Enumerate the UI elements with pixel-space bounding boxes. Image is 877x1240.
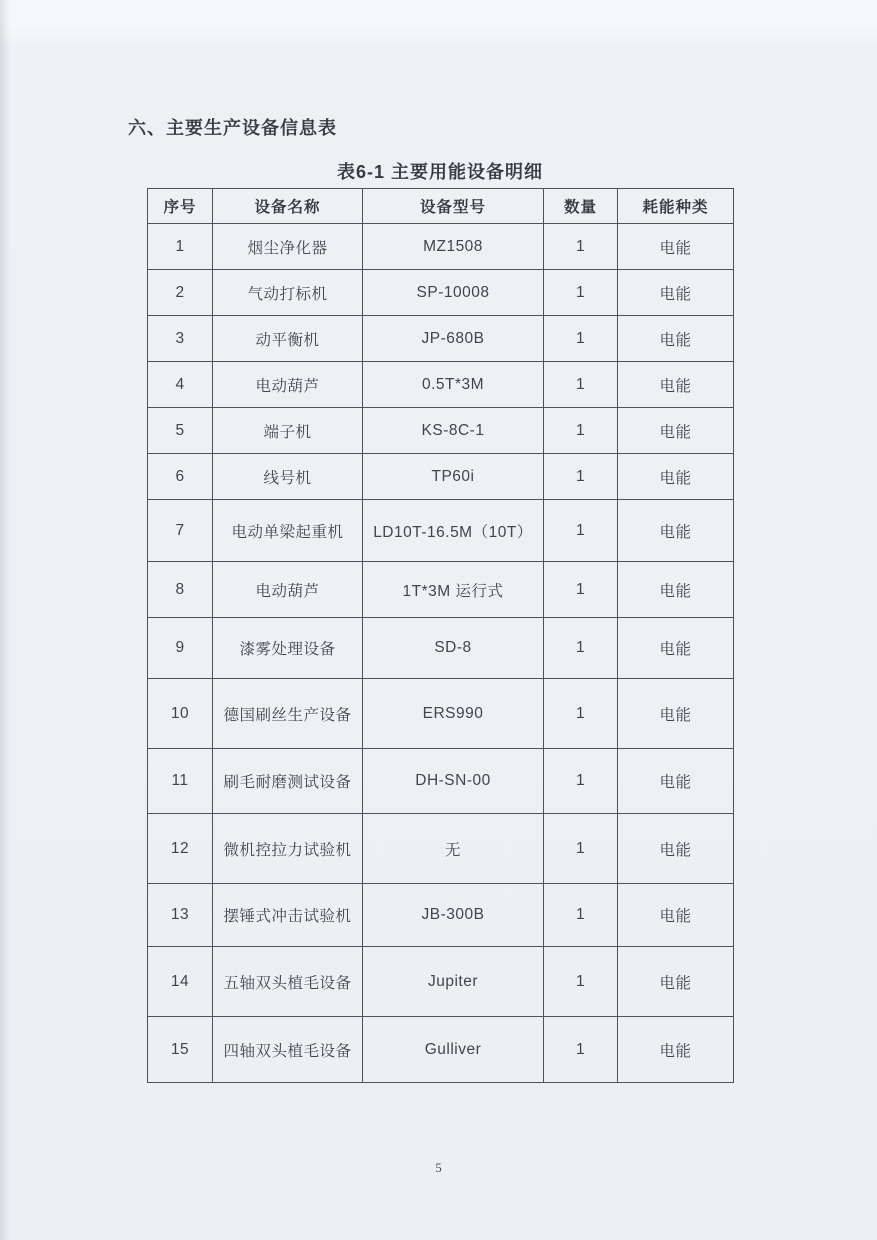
cell-device-model: KS-8C-1 bbox=[363, 408, 544, 454]
cell-device-name: 五轴双头植毛设备 bbox=[213, 947, 363, 1017]
cell-device-name: 动平衡机 bbox=[213, 316, 363, 362]
cell-quantity: 1 bbox=[544, 562, 618, 618]
cell-device-name: 四轴双头植毛设备 bbox=[213, 1017, 363, 1083]
header-device-name: 设备名称 bbox=[213, 189, 363, 224]
cell-energy-type: 电能 bbox=[618, 618, 734, 679]
cell-energy-type: 电能 bbox=[618, 408, 734, 454]
cell-device-name: 气动打标机 bbox=[213, 270, 363, 316]
cell-quantity: 1 bbox=[544, 679, 618, 749]
cell-serial: 2 bbox=[148, 270, 213, 316]
header-serial: 序号 bbox=[148, 189, 213, 224]
table-row bbox=[148, 500, 734, 562]
cell-serial: 3 bbox=[148, 316, 213, 362]
cell-device-model: ERS990 bbox=[363, 679, 544, 749]
cell-serial: 10 bbox=[148, 679, 213, 749]
table-header-row bbox=[148, 189, 734, 224]
equipment-table bbox=[147, 188, 734, 1083]
cell-device-name: 德国刷丝生产设备 bbox=[213, 679, 363, 749]
table-row bbox=[148, 679, 734, 749]
table-row bbox=[148, 454, 734, 500]
section-heading: 六、主要生产设备信息表 bbox=[128, 118, 337, 138]
cell-device-model: 无 bbox=[363, 814, 544, 884]
table-row bbox=[148, 947, 734, 1017]
cell-serial: 14 bbox=[148, 947, 213, 1017]
cell-device-model: JP-680B bbox=[363, 316, 544, 362]
cell-energy-type: 电能 bbox=[618, 362, 734, 408]
cell-serial: 15 bbox=[148, 1017, 213, 1083]
cell-device-model: TP60i bbox=[363, 454, 544, 500]
cell-serial: 11 bbox=[148, 749, 213, 814]
cell-serial: 7 bbox=[148, 500, 213, 562]
cell-serial: 12 bbox=[148, 814, 213, 884]
cell-device-name: 端子机 bbox=[213, 408, 363, 454]
cell-serial: 5 bbox=[148, 408, 213, 454]
cell-quantity: 1 bbox=[544, 500, 618, 562]
cell-quantity: 1 bbox=[544, 362, 618, 408]
table-row bbox=[148, 618, 734, 679]
cell-energy-type: 电能 bbox=[618, 1017, 734, 1083]
cell-device-name: 电动葫芦 bbox=[213, 362, 363, 408]
page-number: 5 bbox=[435, 1160, 442, 1175]
cell-quantity: 1 bbox=[544, 884, 618, 947]
table-row bbox=[148, 408, 734, 454]
header-quantity: 数量 bbox=[544, 189, 618, 224]
cell-device-model: 0.5T*3M bbox=[363, 362, 544, 408]
cell-device-model: Gulliver bbox=[363, 1017, 544, 1083]
cell-energy-type: 电能 bbox=[618, 679, 734, 749]
cell-device-model: SP-10008 bbox=[363, 270, 544, 316]
cell-energy-type: 电能 bbox=[618, 814, 734, 884]
cell-device-name: 摆锤式冲击试验机 bbox=[213, 884, 363, 947]
table-row bbox=[148, 884, 734, 947]
cell-device-model: LD10T-16.5M（10T） bbox=[363, 500, 544, 562]
cell-energy-type: 电能 bbox=[618, 947, 734, 1017]
cell-device-model: Jupiter bbox=[363, 947, 544, 1017]
cell-energy-type: 电能 bbox=[618, 749, 734, 814]
cell-quantity: 1 bbox=[544, 618, 618, 679]
cell-quantity: 1 bbox=[544, 454, 618, 500]
cell-serial: 6 bbox=[148, 454, 213, 500]
cell-device-name: 刷毛耐磨测试设备 bbox=[213, 749, 363, 814]
cell-quantity: 1 bbox=[544, 270, 618, 316]
cell-quantity: 1 bbox=[544, 408, 618, 454]
cell-quantity: 1 bbox=[544, 224, 618, 270]
header-energy-type: 耗能种类 bbox=[618, 189, 734, 224]
table-row bbox=[148, 362, 734, 408]
table-row bbox=[148, 270, 734, 316]
cell-energy-type: 电能 bbox=[618, 500, 734, 562]
cell-quantity: 1 bbox=[544, 814, 618, 884]
header-device-model: 设备型号 bbox=[363, 189, 544, 224]
cell-device-name: 微机控拉力试验机 bbox=[213, 814, 363, 884]
cell-serial: 13 bbox=[148, 884, 213, 947]
cell-device-name: 烟尘净化器 bbox=[213, 224, 363, 270]
cell-energy-type: 电能 bbox=[618, 316, 734, 362]
cell-quantity: 1 bbox=[544, 1017, 618, 1083]
cell-device-name: 漆雾处理设备 bbox=[213, 618, 363, 679]
cell-quantity: 1 bbox=[544, 316, 618, 362]
cell-quantity: 1 bbox=[544, 947, 618, 1017]
table-row bbox=[148, 1017, 734, 1083]
cell-device-name: 电动单梁起重机 bbox=[213, 500, 363, 562]
cell-device-model: JB-300B bbox=[363, 884, 544, 947]
table-row bbox=[148, 749, 734, 814]
table-title: 表6-1 主要用能设备明细 bbox=[336, 162, 544, 182]
cell-device-name: 线号机 bbox=[213, 454, 363, 500]
cell-device-model: DH-SN-00 bbox=[363, 749, 544, 814]
table-row bbox=[148, 316, 734, 362]
cell-device-name: 电动葫芦 bbox=[213, 562, 363, 618]
cell-energy-type: 电能 bbox=[618, 224, 734, 270]
table-row bbox=[148, 814, 734, 884]
cell-quantity: 1 bbox=[544, 749, 618, 814]
cell-energy-type: 电能 bbox=[618, 270, 734, 316]
cell-serial: 1 bbox=[148, 224, 213, 270]
cell-serial: 4 bbox=[148, 362, 213, 408]
scan-shadow-left-edge bbox=[0, 0, 10, 1240]
table-row bbox=[148, 562, 734, 618]
cell-energy-type: 电能 bbox=[618, 884, 734, 947]
cell-serial: 8 bbox=[148, 562, 213, 618]
cell-device-model: SD-8 bbox=[363, 618, 544, 679]
cell-device-model: 1T*3M 运行式 bbox=[363, 562, 544, 618]
cell-device-model: MZ1508 bbox=[363, 224, 544, 270]
table-row bbox=[148, 224, 734, 270]
cell-serial: 9 bbox=[148, 618, 213, 679]
cell-energy-type: 电能 bbox=[618, 454, 734, 500]
cell-energy-type: 电能 bbox=[618, 562, 734, 618]
